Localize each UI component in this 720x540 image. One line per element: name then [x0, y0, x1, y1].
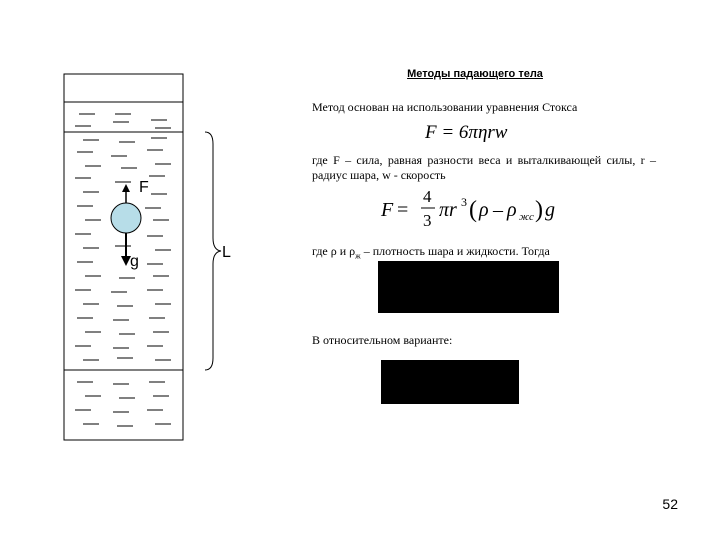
svg-text:ρ: ρ [507, 199, 517, 221]
relative-text: В относительном варианте: [312, 333, 453, 347]
svg-text:F: F [381, 199, 394, 221]
viscometer-diagram [55, 70, 245, 450]
distance-label: L [222, 244, 231, 261]
density-text-sub: ж [355, 251, 361, 261]
distance-brace [205, 132, 221, 370]
liquid-hatching [75, 114, 171, 426]
force-label: F [139, 179, 149, 196]
svg-text:g: g [545, 199, 555, 221]
intro-text: Метод основан на использовании уравнения Стокса [312, 100, 578, 114]
stokes-formula-text: F = 6πηrw [425, 122, 508, 143]
svg-text:(: ( [469, 197, 477, 223]
svg-text:=: = [397, 199, 409, 221]
svg-text:жс: жс [519, 211, 534, 223]
svg-text:): ) [535, 197, 543, 223]
force-formula [375, 184, 585, 232]
ball [111, 203, 141, 233]
svg-text:πr: πr [439, 199, 457, 221]
redacted-formula-2 [381, 360, 519, 404]
redacted-formula-1 [378, 261, 559, 313]
slide-title: Методы падающего тела [407, 68, 543, 80]
svg-text:3: 3 [461, 195, 467, 209]
density-text-prefix: где ρ и ρ [312, 244, 356, 258]
stokes-formula [425, 122, 507, 144]
svg-text:ρ: ρ [479, 199, 489, 221]
svg-text:3: 3 [423, 211, 432, 230]
density-text-suffix: – плотность шара и жидкости. Тогда [360, 244, 550, 258]
density-text [312, 244, 550, 260]
page-number: 52 [662, 496, 678, 512]
explanation-text: где F – сила, равная разности веса и выталкивающей силы, r – радиус шара, w - скорость [312, 153, 656, 182]
svg-text:–: – [493, 199, 503, 221]
svg-text:4: 4 [423, 187, 432, 206]
force-arrowhead [122, 184, 130, 192]
gravity-label: g [130, 253, 139, 270]
